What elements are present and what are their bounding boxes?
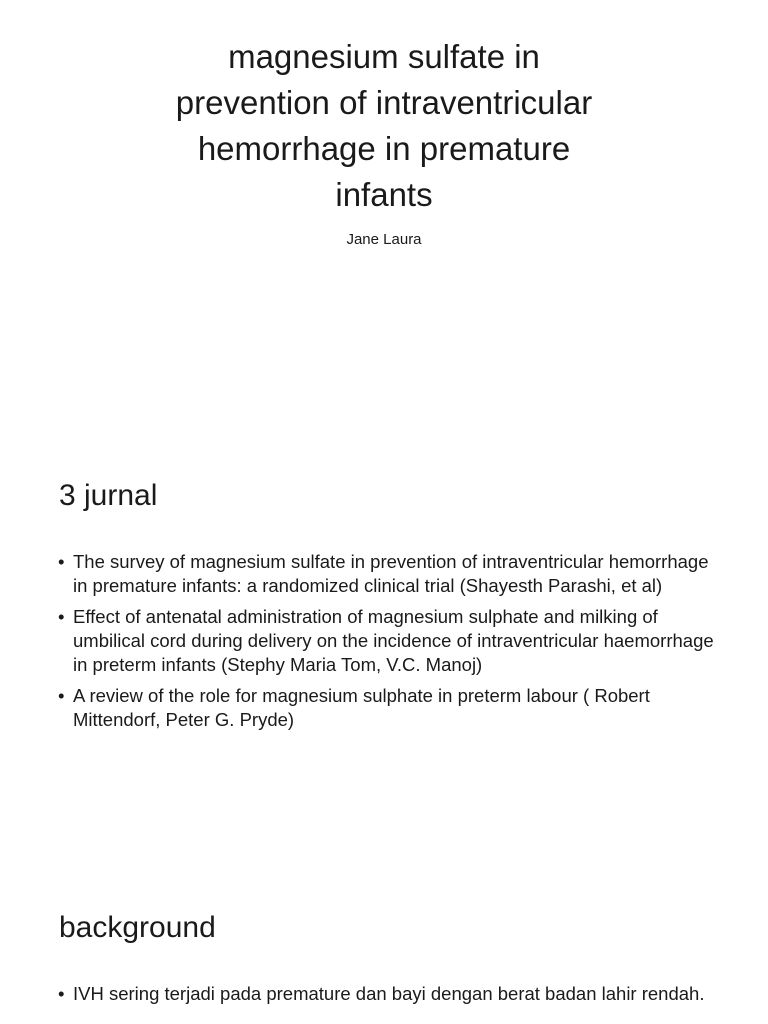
background-slide [0, 864, 768, 1024]
journal-list [58, 550, 723, 739]
bullet-icon: • [58, 606, 65, 627]
title-slide [0, 0, 768, 432]
bullet-icon: • [58, 983, 65, 1004]
background-list [58, 982, 723, 1013]
list-item [58, 605, 723, 677]
journals-slide [0, 432, 768, 864]
title-line: prevention of intraventricular [175, 84, 593, 121]
bullet-icon: • [58, 685, 65, 706]
list-item-text: A review of the role for magnesium sulphate in preterm labour ( Robert Mittendorf, Peter G. Pryde) [73, 685, 650, 730]
slide-heading: background [59, 911, 216, 944]
author-name: Jane Laura [346, 231, 422, 248]
bullet-icon: • [58, 551, 65, 572]
list-item-text: Effect of antenatal administration of magnesium sulphate and milking of umbilical cord during delivery on the incidence of intraventricular haemorrhage in preterm infants (Stephy Maria Tom, V.C. Manoj) [73, 606, 714, 675]
list-item-text: IVH sering terjadi pada premature dan bayi dengan berat badan lahir rendah. [73, 983, 705, 1004]
list-item-text: The survey of magnesium sulfate in prevention of intraventricular hemorrhage in premature infants: a randomized clinical trial (Shayesth Parashi, et al) [73, 551, 709, 596]
list-item [58, 550, 723, 598]
title-line: magnesium sulfate in [228, 38, 540, 75]
list-item [58, 982, 723, 1006]
title-line: hemorrhage in premature [197, 130, 571, 167]
slide-heading: 3 jurnal [59, 479, 158, 512]
presentation-title [110, 34, 658, 218]
title-line: infants [335, 176, 433, 213]
list-item [58, 684, 723, 732]
